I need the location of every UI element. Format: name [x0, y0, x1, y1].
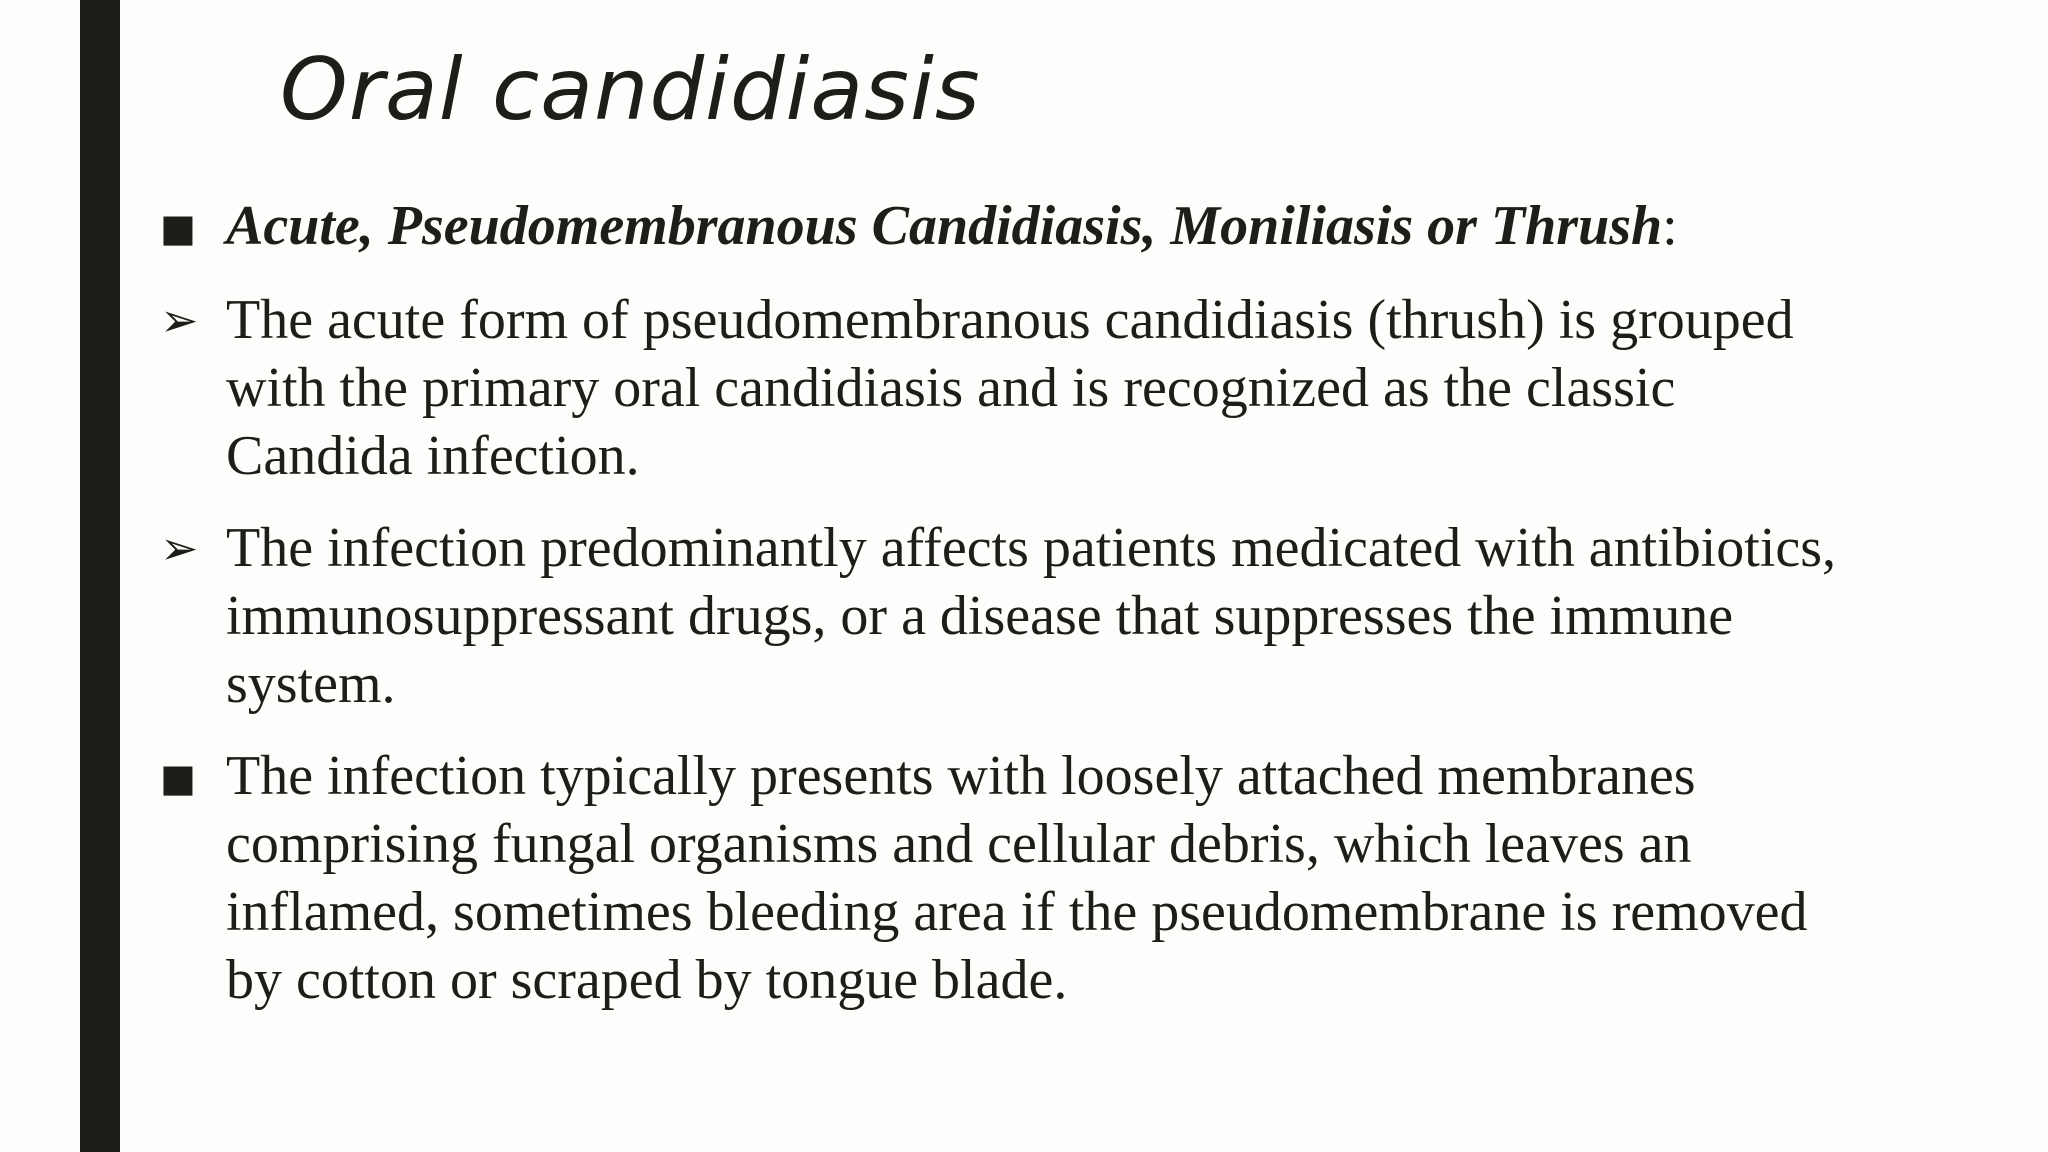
left-accent-bar	[80, 0, 120, 1152]
bullet-heading	[226, 192, 1840, 260]
bullet-list	[160, 192, 1840, 1038]
slide-title: Oral candidiasis	[280, 40, 981, 140]
list-item	[160, 192, 1840, 262]
bullet-text: The infection typically presents with loosely attached membranes comprising fungal organisms and cellular debris, which leaves an inflamed, sometimes bleeding area if the pseudomembrane is removed by cotton or scraped by tongue blade.	[226, 745, 1808, 1011]
list-item	[160, 514, 1840, 718]
bullet-text: The infection predominantly affects patients medicated with antibiotics, immunosuppressant drugs, or a disease that suppresses the immune system.	[226, 517, 1837, 715]
square-bullet-icon: ■	[160, 756, 196, 800]
list-item	[160, 742, 1840, 1014]
list-item	[160, 286, 1840, 490]
arrow-bullet-icon: ➢	[160, 521, 199, 575]
arrow-bullet-icon: ➢	[160, 293, 199, 347]
bullet-text: The acute form of pseudomembranous candidiasis (thrush) is grouped with the primary oral candidiasis and is recognized as the classic Candida infection.	[226, 289, 1794, 487]
square-bullet-icon: ■	[160, 206, 196, 250]
bullet-heading-suffix: :	[1662, 195, 1678, 257]
bullet-heading-text: Acute, Pseudomembranous Candidiasis, Moniliasis or Thrush	[226, 195, 1663, 257]
